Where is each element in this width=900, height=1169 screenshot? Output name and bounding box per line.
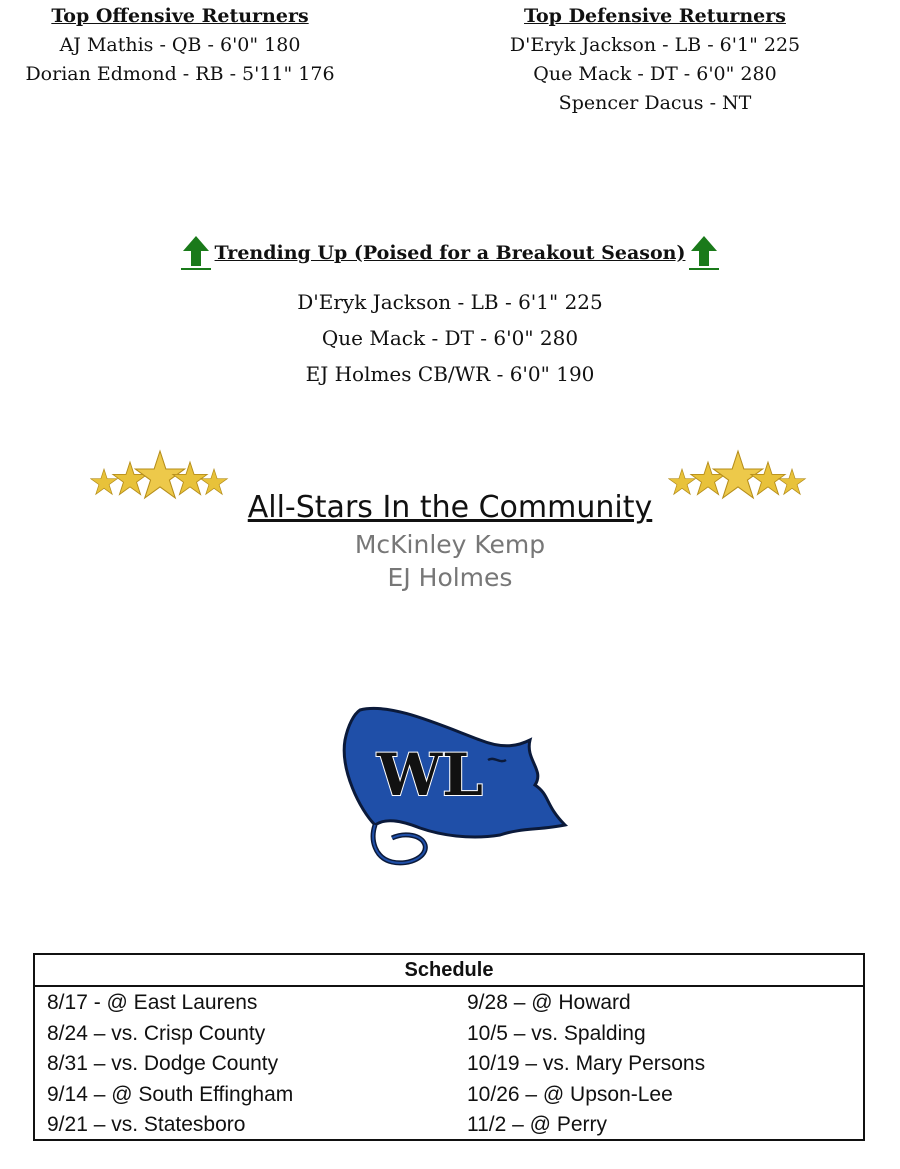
wl-flag-logo (330, 700, 570, 870)
offensive-returners-heading: Top Offensive Returners (51, 5, 309, 27)
trending-up-section (0, 234, 900, 392)
offensive-returners (0, 4, 360, 89)
offensive-player: Dorian Edmond - RB - 5'11" 176 (25, 63, 335, 85)
up-arrow-icon (689, 234, 719, 272)
schedule-game: 8/24 – vs. Crisp County (47, 1021, 266, 1045)
trending-up-heading: Trending Up (Poised for a Breakout Season) (214, 242, 686, 264)
community-title: All-Stars In the Community (247, 490, 653, 525)
schedule-game: 8/17 - @ East Laurens (47, 991, 258, 1014)
defensive-player: Spencer Dacus - NT (558, 92, 752, 114)
trending-player: Que Mack - DT - 6'0" 280 (321, 326, 579, 350)
up-arrow-icon (181, 234, 211, 272)
schedule-game: 8/31 – vs. Dodge County (47, 1052, 279, 1075)
schedule-table (33, 953, 865, 1141)
schedule-game: 10/26 – @ Upson-Lee (467, 1082, 673, 1106)
trending-player: D'Eryk Jackson - LB - 6'1" 225 (297, 290, 603, 314)
schedule-column-left (35, 988, 443, 1141)
community-section (0, 488, 900, 594)
schedule-column-right (443, 988, 863, 1141)
trending-up-heading-row (181, 234, 720, 272)
schedule-game: 11/2 – @ Perry (467, 1113, 607, 1136)
schedule-game: 10/5 – vs. Spalding (467, 1021, 646, 1045)
schedule-game: 9/14 – @ South Effingham (47, 1082, 294, 1106)
defensive-returners (470, 4, 840, 118)
schedule-game: 9/21 – vs. Statesboro (47, 1113, 246, 1136)
schedule-title: Schedule (35, 955, 863, 987)
defensive-returners-heading: Top Defensive Returners (524, 5, 786, 27)
trending-player: EJ Holmes CB/WR - 6'0" 190 (305, 362, 595, 386)
logo-text: WL (377, 741, 483, 809)
community-name: EJ Holmes (387, 563, 513, 592)
schedule-game: 10/19 – vs. Mary Persons (467, 1052, 706, 1075)
offensive-player: AJ Mathis - QB - 6'0" 180 (59, 34, 301, 56)
schedule-game: 9/28 – @ Howard (467, 991, 631, 1014)
community-name: McKinley Kemp (354, 530, 546, 559)
defensive-player: Que Mack - DT - 6'0" 280 (533, 63, 777, 85)
defensive-player: D'Eryk Jackson - LB - 6'1" 225 (509, 34, 801, 56)
